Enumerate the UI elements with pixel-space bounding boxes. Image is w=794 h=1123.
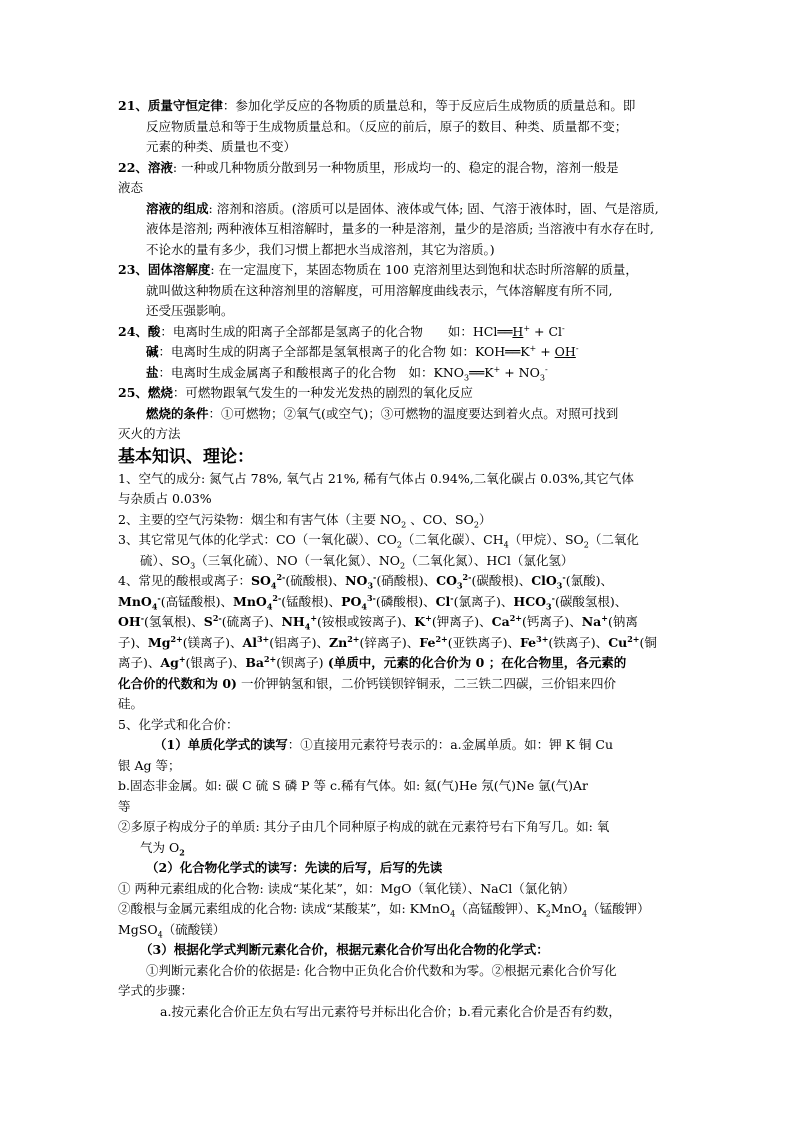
solution-composition-line1: 溶液的组成: 溶剂和溶质。(溶质可以是固体、液体或气体; 固、气溶于液体时，固、气是溶质,: [146, 200, 659, 216]
knowledge-1-line1: 1、空气的成分: 氮气占 78%, 氧气占 21%, 稀有气体占 0.94%,二氧化碳占 0.03%,其它气体: [118, 470, 634, 486]
knowledge-5-1-line2: 银 Ag 等；: [118, 757, 181, 773]
knowledge-3-line1: 3、其它常见气体的化学式：CO（一氧化碳）、$CO_2$（二氧化碳）、$CH_4$（甲烷）、$SO_2$（二氧化: [118, 532, 639, 550]
knowledge-1-line2: 与杂质占 0.03%: [118, 491, 212, 506]
knowledge-5-3-title: （3）根据化学式判断元素化合价，根据元素化合价写出化合物的化学式：: [140, 942, 549, 957]
knowledge-5-3-line1: ①判断元素化合价的依据是: 化合物中正负化合价代数和为零。②根据元素化合价写化: [146, 962, 617, 978]
knowledge-4-line5: 离子)、Ag+(银离子)、$Ba^{2+}$(钡离子) (单质中，元素的化合价为 0 ；在化合物里，各元素的: [118, 653, 627, 670]
knowledge-4-line4: 子)、$Mg^{2+}$(镁离子)、$Al^{3+}$(铝离子)、$Zn^{2+}$(锌离子)、$Fe^{2+}$(亚铁离子)、$Fe^{3+}$(铁离子)、$Cu^{2+}$(铜: [118, 633, 657, 650]
item-24-base: 碱：电离时生成的阴离子全部都是氢氧根离子的化合物 如：KOH══K+ + OH-: [146, 343, 579, 359]
knowledge-4-line3: OH-(氢氧根)、$S^{2-}$(硫离子)、$NH_4^+$(铵根或铵离子)、K+(钾离子)、$Ca^{2+}$(钙离子)、Na+(钠离: [118, 612, 638, 632]
item-21-line2: 反应物质量总和等于生成物质量总和。（反应的前后，原子的数目、种类、质量都不变；: [146, 118, 628, 134]
knowledge-5-3-line3: a.按元素化合价正左负右写出元素符号并标出化合价；b.看元素化合价是否有约数，: [160, 1003, 621, 1019]
solution-composition-line2: 液体是溶剂; 两种液体互相溶解时，量多的一种是溶剂，量少的是溶质; 当溶液中有水存在时,: [146, 221, 654, 236]
knowledge-5-1-line5: ②多原子构成分子的单质: 其分子由几个同种原子构成的就在元素符号右下角写几。如: 氧: [118, 819, 610, 834]
item-23-line1: 23、固体溶解度: 在一定温度下，某固态物质在 100 克溶剂里达到饱和状态时所溶解的质量，: [118, 262, 638, 277]
item-24-acid: 24、酸：电离时生成的阳离子全部都是氢离子的化合物 如：HCl══H+ + Cl-: [118, 323, 565, 339]
knowledge-5-title: 5、化学式和化合价：: [118, 716, 239, 732]
knowledge-4-line2: MnO$_4$-(高锰酸根)、MnO$_4^{2-}$(锰酸根)、$PO_4^{3-}$(磷酸根)、Cl-(氯离子)、$HCO_3^-$(碳酸氢根)、: [118, 592, 628, 611]
item-24-salt: 盐：电离时生成金属离子和酸根离子的化合物 如：$KNO_3══K^+ + NO_3^-$: [146, 364, 548, 382]
item-25-line1: 25、燃烧：可燃物跟氧气发生的一种发光发热的剧烈的氧化反应: [118, 385, 473, 400]
term-mass-conservation: 21、质量守恒定律: [118, 98, 223, 113]
knowledge-5-2-title: （2）化合物化学式的读写：先读的后写，后写的先读: [146, 860, 443, 875]
item-23-line2: 就叫做这种物质在这种溶剂里的溶解度，可用溶解度曲线表示，气体溶解度有所不同,: [146, 282, 613, 298]
knowledge-5-1-line1: （1）单质化学式的读写：①直接用元素符号表示的：a.金属单质。如：钾 K 铜 Cu: [154, 737, 614, 752]
knowledge-5-2-line3: MgSO$_4$（硫酸镁）: [118, 921, 226, 939]
document-page: [118, 96, 680, 1022]
knowledge-5-1-line3: b.固态非金属。如: 碳 C 硫 S 磷 P 等 c.稀有气体。如: 氦(气)He 氖(气)Ne 氩(气)Ar: [118, 778, 589, 793]
knowledge-5-1-line4: 等: [118, 798, 131, 814]
solution-composition-line3: 不论水的量有多少，我们习惯上都把水当成溶剂，其它为溶质。): [146, 241, 495, 257]
section-heading: 基本知识、理论：: [118, 446, 254, 467]
item-23-line3: 还受压强影响。: [146, 303, 234, 318]
knowledge-4-line7: 硅。: [118, 696, 144, 711]
knowledge-4-line6: 化合价的代数和为 0) 一价钾钠氢和银，二价钙镁钡锌铜汞，二三铁二四碳，三价铝来四价: [118, 675, 616, 691]
knowledge-5-2-line1: ① 两种元素组成的化合物: 读成“某化某”，如：MgO（氧化镁）、NaCl（氯化钠）: [118, 880, 575, 896]
knowledge-5-1-line6: 气为 $O_2$: [140, 839, 185, 857]
combustion-conditions-line2: 灭火的方法: [118, 426, 181, 441]
item-22-line2: 液态: [118, 180, 144, 195]
knowledge-5-2-line2: ②酸根与金属元素组成的化合物: 读成“某酸某”，如: KMnO$_4$（高锰酸钾）、$K_2MnO_4$（锰酸钾）: [118, 901, 650, 919]
item-21-line3: 元素的种类、质量也不变）: [146, 139, 297, 154]
item-22-line1: 22、溶液: 一种或几种物质分散到另一种物质里，形成均一的、稳定的混合物，溶剂一般是: [118, 159, 619, 175]
knowledge-2: 2、主要的空气污染物：烟尘和有害气体（主要 $NO_2$ 、CO、$SO_2$）: [118, 511, 492, 529]
combustion-conditions: 燃烧的条件：①可燃物；②氧气(或空气)；③可燃物的温度要达到着火点。对照可找到: [146, 405, 619, 421]
knowledge-5-3-line2: 学式的步骤：: [118, 983, 194, 998]
knowledge-4-line1: 4、常见的酸根或离子：$SO_4^{2-}$(硫酸根)、$NO_3^-$(硝酸根)、$CO_3^{2-}$(碳酸根)、ClO$_3$-(氯酸)、: [118, 571, 613, 591]
item-21-line1: 21、质量守恒定律：参加化学反应的各物质的质量总和，等于反应后生成物质的质量总和。即: [118, 98, 636, 113]
knowledge-3-line2: 硫）、$SO_3$（三氧化硫）、NO（一氧化氮）、$NO_2$（二氧化氮）、HCl（氯化氢）: [140, 552, 574, 570]
